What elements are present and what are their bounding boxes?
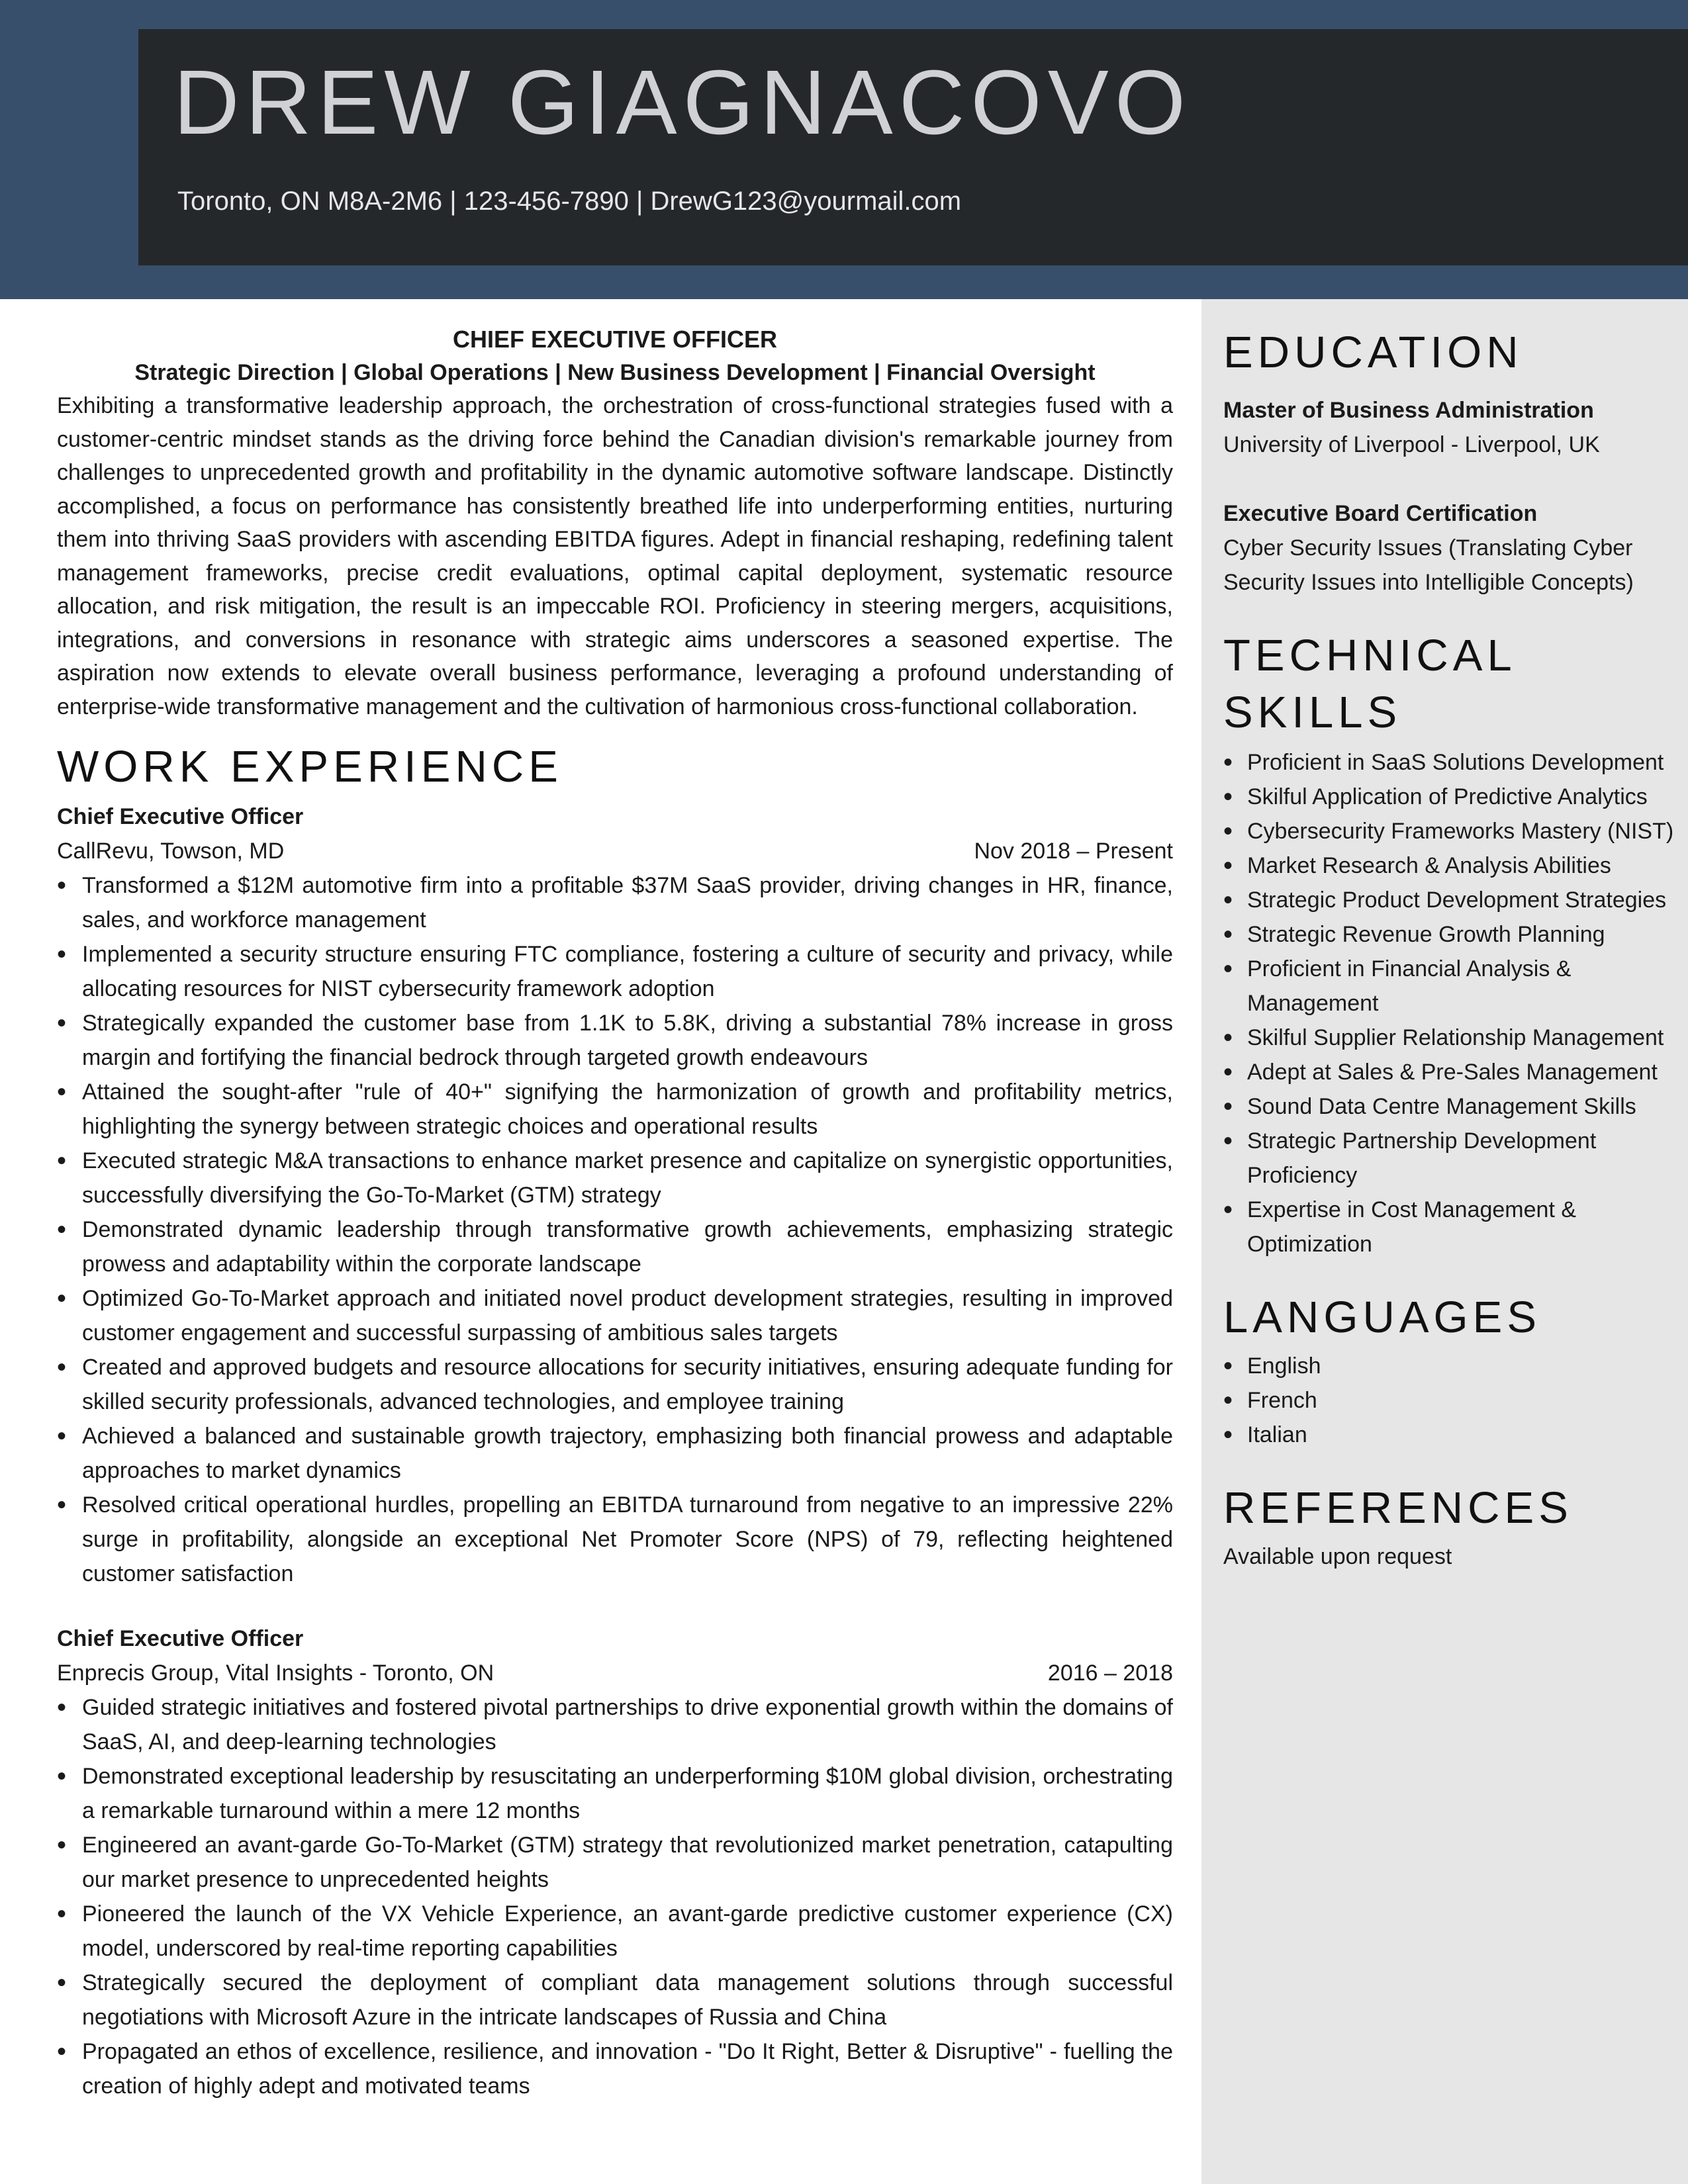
job-bullet: • Transformed a $12M automotive firm into a profitable $37M SaaS provider, driving changes in HR, finance, sales, and workforce management xyxy=(57,868,1173,937)
education-school: University of Liverpool - Liverpool, UK xyxy=(1223,432,1600,457)
job-bullets xyxy=(57,868,1173,1591)
job-dates: 2016 – 2018 xyxy=(1047,1661,1173,1686)
objective-title: CHIEF EXECUTIVE OFFICER xyxy=(452,326,778,353)
skill-item: • Adept at Sales & Pre-Sales Management xyxy=(1223,1055,1677,1089)
education-section xyxy=(1223,324,1677,600)
skill-item: • Strategic Revenue Growth Planning xyxy=(1223,917,1677,952)
skills-heading-line2: SKILLS xyxy=(1223,688,1402,737)
job-bullet: • Attained the sought-after "rule of 40+" signifying the harmonization of growth and profitability metrics, highlighting the synergy between strategic choices and operational results xyxy=(57,1075,1173,1144)
languages-list xyxy=(1223,1349,1677,1452)
professional-summary: Exhibiting a transformative leadership approach, the orchestration of cross-functional strategies fused with a customer-centric mindset stands as the driving force behind the Canadian division's remarkable journey from challenges to unprecedented growth and profitability in the dynamic automotive software landscape. Distinctly accomplished, a focus on performance has consistently breathed life into underperforming entities, nurturing them into thriving SaaS providers with ascending EBITDA figures. Adept in financial reshaping, redefining talent management frameworks, precise credit evaluations, optimal capital deployment, systematic resource allocation, and risk mitigation, the result is an impeccable ROI. Proficiency in steering mergers, acquisitions, integrations, and conversions in resonance with strategic aims underscores a seasoned expertise. The aspiration now extends to elevate overall business performance, leveraging a profound understanding of enterprise-wide transformative management and the cultivation of harmonious cross-functional collaboration. xyxy=(57,393,1173,719)
references-section xyxy=(1223,1480,1677,1574)
job-entry xyxy=(57,799,1173,1591)
skills-heading xyxy=(1223,627,1677,741)
skill-item: • Cybersecurity Frameworks Mastery (NIST) xyxy=(1223,814,1677,848)
language-item: • Italian xyxy=(1223,1418,1677,1452)
job-bullet: • Implemented a security structure ensuring FTC compliance, fostering a culture of security and privacy, while allocating resources for NIST cybersecurity framework adoption xyxy=(57,937,1173,1006)
job-meta xyxy=(57,834,1173,868)
job-company: Enprecis Group, Vital Insights - Toronto, ON xyxy=(57,1661,494,1686)
objective-focus: Strategic Direction | Global Operations | New Business Development | Financial Oversight xyxy=(134,360,1096,385)
skills-section xyxy=(1223,627,1677,1261)
education-degree: Master of Business Administration xyxy=(1223,398,1594,423)
skill-item: • Sound Data Centre Management Skills xyxy=(1223,1089,1677,1124)
job-company: CallRevu, Towson, MD xyxy=(57,839,285,864)
education-degree: Executive Board Certification xyxy=(1223,501,1538,526)
language-item: • English xyxy=(1223,1349,1677,1383)
languages-section xyxy=(1223,1289,1677,1452)
candidate-name: DREW GIAGNACOVO xyxy=(173,52,1192,154)
job-title: Chief Executive Officer xyxy=(57,1626,304,1651)
job-bullet: • Resolved critical operational hurdles, propelling an EBITDA turnaround from negative to an impressive 22% surge in profitability, alongside an exceptional Net Promoter Score (NPS) of 79, reflecting heightened customer satisfaction xyxy=(57,1488,1173,1591)
skills-list xyxy=(1223,745,1677,1261)
skill-item: • Strategic Product Development Strategies xyxy=(1223,883,1677,917)
job-meta xyxy=(57,1656,1173,1690)
job-bullet: • Achieved a balanced and sustainable growth trajectory, emphasizing both financial prowess and adaptable approaches to market dynamics xyxy=(57,1419,1173,1488)
references-text: Available upon request xyxy=(1223,1544,1452,1569)
education-school: Cyber Security Issues (Translating Cyber Security Issues into Intelligible Concepts) xyxy=(1223,535,1634,595)
sidebar-column xyxy=(1223,324,1677,1602)
skill-item: • Strategic Partnership Development Proficiency xyxy=(1223,1124,1677,1193)
skill-item: • Proficient in SaaS Solutions Development xyxy=(1223,745,1677,780)
skills-heading-line1: TECHNICAL xyxy=(1223,631,1517,680)
job-bullet: • Optimized Go-To-Market approach and initiated novel product development strategies, resulting in improved customer engagement and successful surpassing of ambitious sales targets xyxy=(57,1281,1173,1350)
language-item: • French xyxy=(1223,1383,1677,1418)
contact-line: Toronto, ON M8A-2M6 | 123-456-7890 | DrewG123@yourmail.com xyxy=(177,187,962,216)
job-dates: Nov 2018 – Present xyxy=(974,839,1173,864)
job-bullet: • Demonstrated exceptional leadership by resuscitating an underperforming $10M global division, orchestrating a remarkable turnaround within a mere 12 months xyxy=(57,1759,1173,1828)
job-bullet: • Strategically secured the deployment of compliant data management solutions through successful negotiations with Microsoft Azure in the intricate landscapes of Russia and China xyxy=(57,1966,1173,2034)
education-item xyxy=(1223,496,1677,600)
job-title: Chief Executive Officer xyxy=(57,804,304,829)
job-bullet: • Strategically expanded the customer base from 1.1K to 5.8K, driving a substantial 78% increase in gross margin and fortifying the financial bedrock through targeted growth endeavours xyxy=(57,1006,1173,1075)
education-heading: EDUCATION xyxy=(1223,328,1523,377)
skill-item: • Expertise in Cost Management & Optimization xyxy=(1223,1193,1677,1261)
job-bullet: • Guided strategic initiatives and fostered pivotal partnerships to drive exponential growth within the domains of SaaS, AI, and deep-learning technologies xyxy=(57,1690,1173,1759)
skill-item: • Market Research & Analysis Abilities xyxy=(1223,848,1677,883)
job-bullets xyxy=(57,1690,1173,2103)
references-heading: REFERENCES xyxy=(1223,1483,1573,1533)
job-bullet: • Propagated an ethos of excellence, resilience, and innovation - "Do It Right, Better & Disruptive" - fuelling the creation of highly adept and motivated teams xyxy=(57,2034,1173,2103)
job-bullet: • Pioneered the launch of the VX Vehicle Experience, an avant-garde predictive customer experience (CX) model, underscored by real-time reporting capabilities xyxy=(57,1897,1173,1966)
education-item xyxy=(1223,393,1677,462)
job-bullet: • Engineered an avant-garde Go-To-Market (GTM) strategy that revolutionized market penetration, catapulting our market presence to unprecedented heights xyxy=(57,1828,1173,1897)
skill-item: • Skilful Application of Predictive Analytics xyxy=(1223,780,1677,814)
languages-heading: LANGUAGES xyxy=(1223,1293,1542,1342)
job-entry xyxy=(57,1621,1173,2103)
main-column xyxy=(57,323,1173,2123)
job-bullet: • Created and approved budgets and resource allocations for security initiatives, ensuring adequate funding for skilled security professionals, advanced technologies, and employee training xyxy=(57,1350,1173,1419)
job-bullet: • Demonstrated dynamic leadership through transformative growth achievements, emphasizing strategic prowess and adaptability within the corporate landscape xyxy=(57,1212,1173,1281)
job-bullet: • Executed strategic M&A transactions to enhance market presence and capitalize on synergistic opportunities, successfully diversifying the Go-To-Market (GTM) strategy xyxy=(57,1144,1173,1212)
work-experience-heading: WORK EXPERIENCE xyxy=(57,742,563,792)
skill-item: • Proficient in Financial Analysis & Management xyxy=(1223,952,1677,1021)
skill-item: • Skilful Supplier Relationship Management xyxy=(1223,1021,1677,1055)
